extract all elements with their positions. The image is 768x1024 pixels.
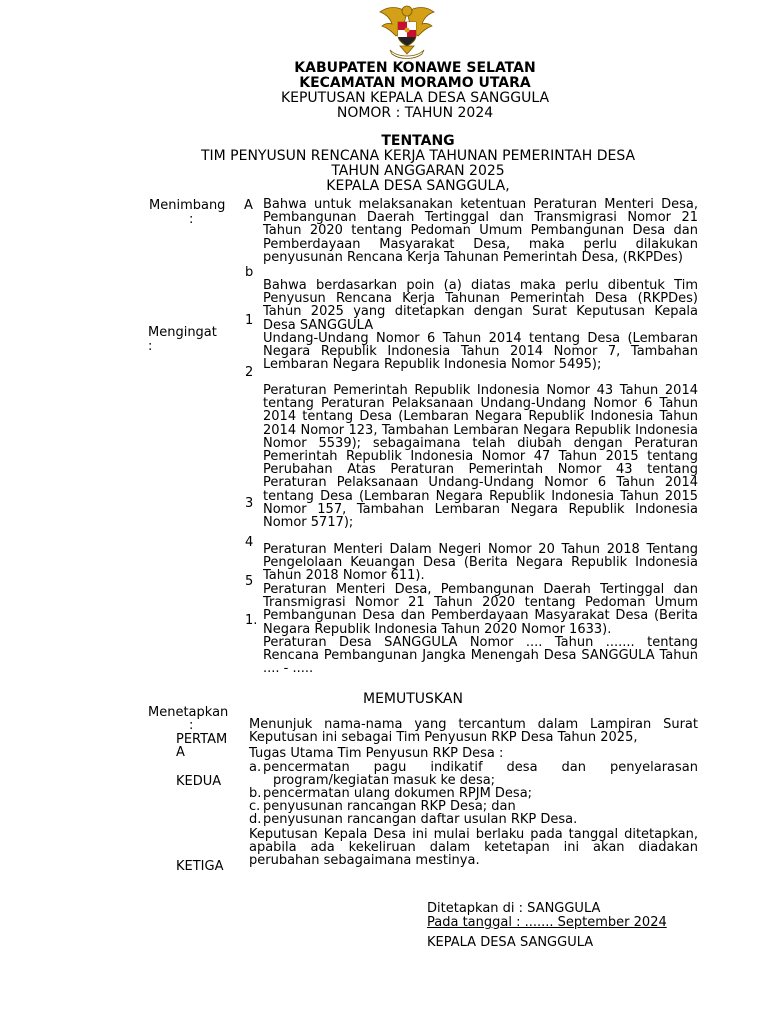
menimbang-label: Menimbang <box>149 198 226 213</box>
menimbang-text-a: Bahwa untuk melaksanakan ketentuan Peraturan Menteri Desa, Pembangunan Daerah Tertinggal dan Transmigrasi Nomor 21 Tahun 2020 tentang Pedoman Umum Pembangunan Desa dan Pemberdayaan Masyarakat Desa, maka perlu dilakukan penyusunan Rencana Kerja Tahunan Pemerintah Desa, (RKPDes) <box>263 197 698 265</box>
menimbang-marker-b: b <box>245 265 254 280</box>
menetapkan-colon: : <box>189 718 194 733</box>
mengingat-item-4: Peraturan Menteri Desa, Pembangunan Daerah Tertinggal dan Transmigrasi Nomor 21 Tahun 2020 tentang Pedoman Umum Pembangunan Desa dan Pemberdayaan Masyarakat Desa (Berita Negara Republik Indonesia Tahun 2020 Nomor 1633). <box>263 582 698 637</box>
menimbang-colon: : <box>189 212 194 227</box>
pertama-text: Menunjuk nama-nama yang tercantum dalam Lampiran Surat Keputusan ini sebagai Tim Penyusun RKP Desa Tahun 2025, <box>249 717 698 746</box>
mengingat-item-3: Peraturan Menteri Dalam Negeri Nomor 20 Tahun 2018 Tentang Pengelolaan Keuangan Desa (Berita Negara Republik Indonesia Tahun 2018 Nomor 611). <box>263 542 698 584</box>
menimbang-text-b: Bahwa berdasarkan poin (a) diatas maka perlu dibentuk Tim Penyusun Rencana Kerja Tahunan Pemerintah Desa (RKPDes) Tahun 2025 yang ditetapkan dengan Surat Keputusan Kepala Desa SANGGULA <box>263 278 698 333</box>
pertama-label-1: PERTAM <box>176 732 228 747</box>
header-keputusan: KEPUTUSAN KEPALA DESA SANGGULA <box>280 90 550 106</box>
mengingat-item-1: Undang-Undang Nomor 6 Tahun 2014 tentang Desa (Lembaran Negara Republik Indonesia Tahun 2014 Nomor 7, Tambahan Lembaran Negara Republik Indonesia Nomor 5495); <box>263 331 698 373</box>
title-tentang: TENTANG <box>381 133 455 149</box>
title-line2: TAHUN ANGGARAN 2025 <box>331 163 505 179</box>
ditetapkan-di: Ditetapkan di : SANGGULA <box>427 901 601 916</box>
kedua-item-text: pencermatan pagu indikatif desa dan penyelarasan program/kegiatan masuk ke desa; <box>263 760 698 789</box>
kedua-item-marker: b. <box>249 786 262 801</box>
pada-tanggal: Pada tanggal : ....... September 2024 <box>427 915 667 930</box>
kedua-label: KEDUA <box>176 774 222 789</box>
garuda-emblem <box>376 2 438 60</box>
memutuskan-heading: MEMUTUSKAN <box>363 691 463 707</box>
mengingat-item-5: Peraturan Desa SANGGULA Nomor .... Tahun ....... tentang Rencana Pembangunan Jangka Menengah Desa SANGGULA Tahun .... - ..... <box>263 635 698 677</box>
title-line3: KEPALA DESA SANGGULA, <box>326 178 510 194</box>
header-nomor: NOMOR : TAHUN 2024 <box>336 105 494 121</box>
menimbang-marker-a: A <box>244 198 253 213</box>
mengingat-item-2: Peraturan Pemerintah Republik Indonesia Nomor 43 Tahun 2014 tentang Peraturan Pelaksanaan Undang-Undang Nomor 6 Tahun 2014 tentang Desa (Lembaran Negara Republik Indonesia Tahun 2014 Nomor 123, Tambahan Lembaran Negara Republik Indonesia Nomor 5539); sebagaimana telah diubah dengan Peraturan Pemerintah Republik Indonesia Nomor 47 Tahun 2015 tentang Perubahan Atas Peraturan Pemerintah Nomor 43 tentang Peraturan Pelaksanaan Undang-Undang Nomor 6 Tahun 2014 tentang Desa (Lembaran Negara Republik Indonesia Tahun 2015 Nomor 157, Tambahan Lembaran Negara Republik Indonesia Nomor 5717); <box>263 383 698 531</box>
mengingat-label: Mengingat <box>148 325 217 340</box>
mengingat-marker-1: 1 <box>245 313 254 328</box>
pertama-label-2: A <box>176 745 185 760</box>
kedua-item-marker: c. <box>249 799 261 814</box>
header-kecamatan: KECAMATAN MORAMO UTARA <box>299 75 531 91</box>
kedua-item-a <box>249 761 698 787</box>
kedua-item-text: penyusunan rancangan RKP Desa; dan <box>263 799 516 814</box>
mengingat-marker-6: 1. <box>245 613 258 628</box>
mengingat-marker-2: 2 <box>245 365 254 380</box>
mengingat-marker-4: 4 <box>245 535 254 550</box>
kedua-item-marker: d. <box>249 812 262 827</box>
title-line1: TIM PENYUSUN RENCANA KERJA TAHUNAN PEMERINTAH DESA <box>200 148 636 164</box>
kedua-intro: Tugas Utama Tim Penyusun RKP Desa : <box>249 746 504 761</box>
ketiga-label: KETIGA <box>176 859 224 874</box>
mengingat-marker-5: 5 <box>245 574 254 589</box>
mengingat-marker-3: 3 <box>245 496 254 511</box>
mengingat-colon: : <box>148 339 153 354</box>
ketiga-text: Keputusan Kepala Desa ini mulai berlaku pada tanggal ditetapkan, apabila ada kekeliruan dalam ketetapan ini akan diadakan perubahan sebagaimana mestinya. <box>249 827 698 869</box>
kedua-item-d <box>249 813 698 826</box>
kedua-item-text: pencermatan ulang dokumen RPJM Desa; <box>263 786 533 801</box>
header-kabupaten: KABUPATEN KONAWE SELATAN <box>294 60 536 76</box>
menetapkan-label: Menetapkan <box>148 705 229 720</box>
kedua-item-marker: a. <box>249 760 262 775</box>
jabatan-kepala-desa: KEPALA DESA SANGGULA <box>427 935 594 950</box>
kedua-item-text: penyusunan rancangan daftar usulan RKP Desa. <box>263 812 578 827</box>
